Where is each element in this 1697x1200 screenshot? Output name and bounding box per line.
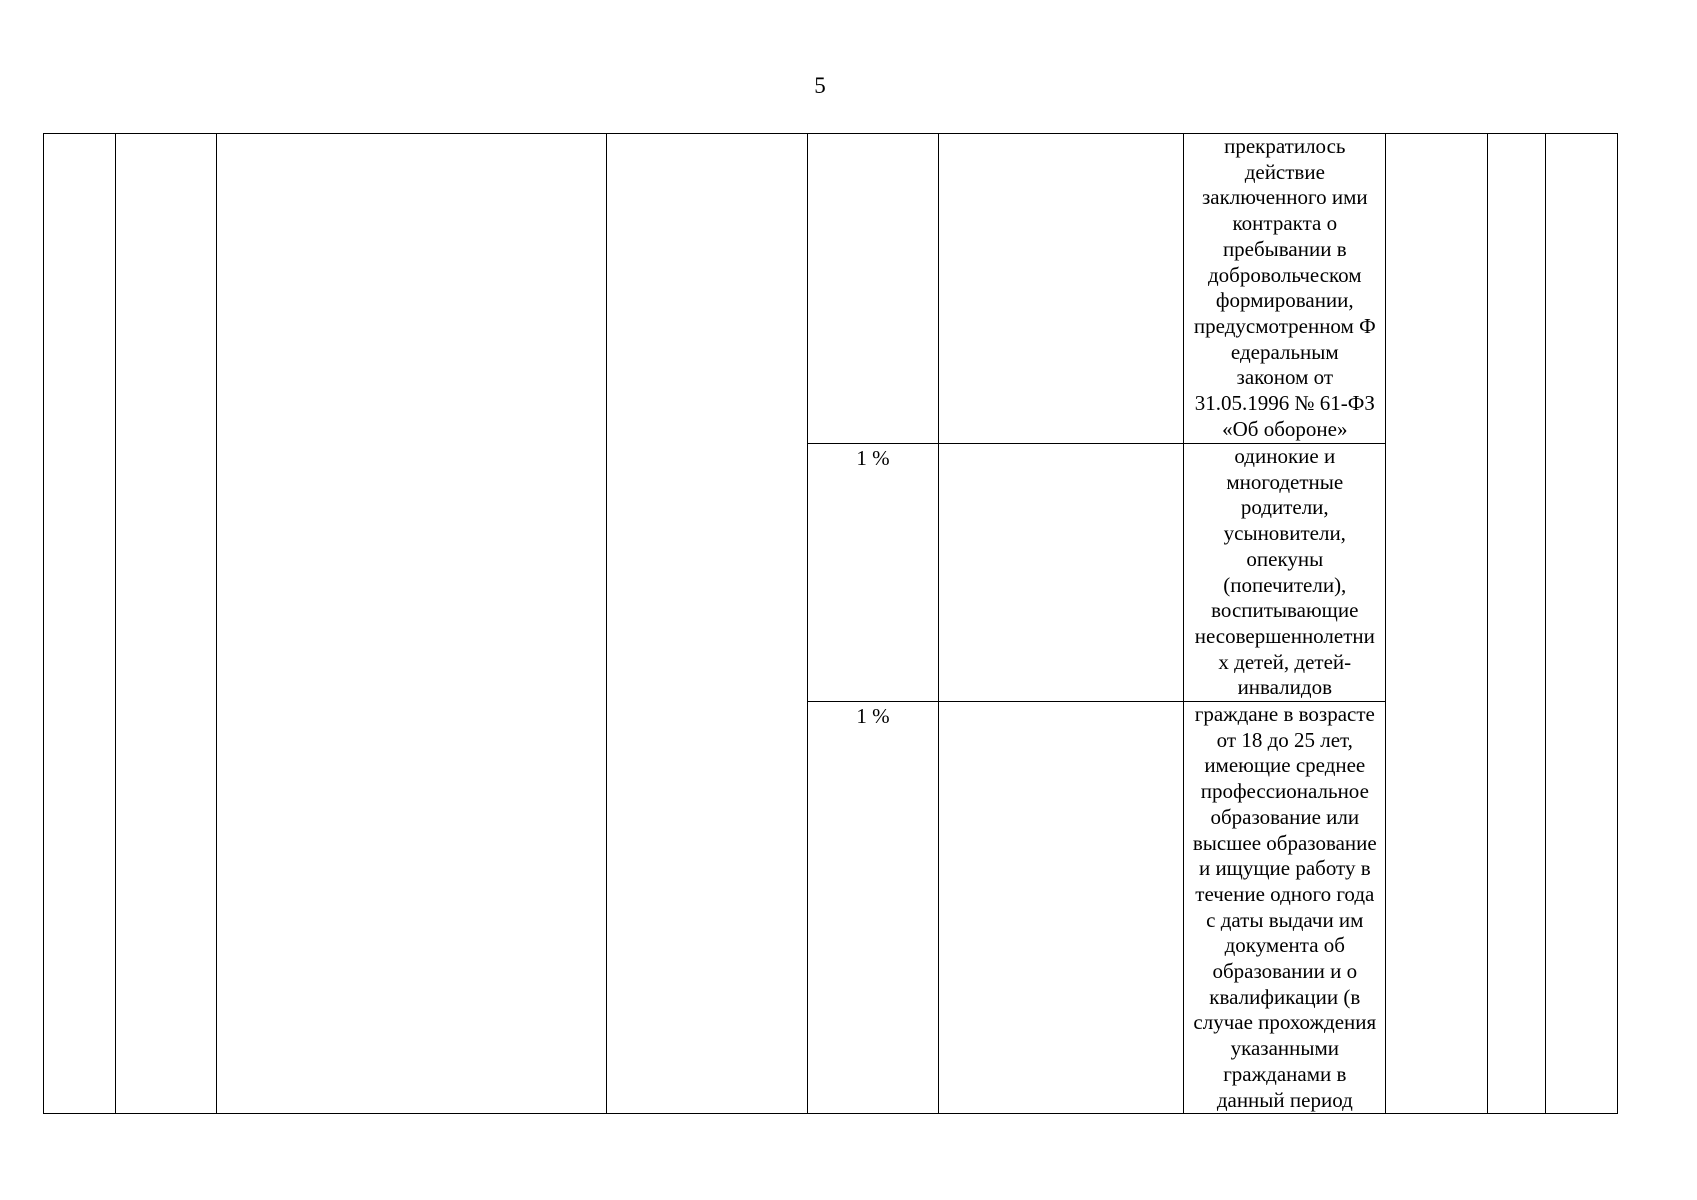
category-cell (1184, 444, 1386, 702)
category-text: прекратилось действие заключенного ими контракта о пребывании в добровольческом формировании, предусмотренном Ф едеральным законом от 31.05.1996 № 61-ФЗ «Об обороне» (1193, 134, 1376, 441)
page-number: 5 (814, 73, 826, 98)
percent-cell: 1 % (808, 702, 938, 1114)
table-cell-col8 (1386, 134, 1487, 1114)
table-cell-col3 (217, 134, 607, 1114)
category-text: граждане в возрасте от 18 до 25 лет, имеющие среднее профессиональное образование или высшее образование и ищущие работу в течение одного года с даты выдачи им документа об образовании и о квалификации (в случае прохождения указанными гражданами в данный период (1192, 702, 1377, 1112)
table-row (44, 134, 1618, 444)
table-cell-col1 (44, 134, 116, 1114)
table-cell-col10 (1545, 134, 1617, 1114)
category-cell (1184, 702, 1386, 1114)
table-cell-col2 (116, 134, 217, 1114)
table-cell-col6 (938, 134, 1183, 444)
table-cell-col6 (938, 444, 1183, 702)
table-cell-col4 (607, 134, 808, 1114)
table-cell-col9 (1487, 134, 1545, 1114)
percent-cell (808, 134, 938, 444)
document-table (43, 133, 1618, 1114)
category-text: одинокие и многодетные родители, усыновители, опекуны (попечители), воспитывающие несовершеннолетни х детей, детей- инвалидов (1194, 444, 1375, 700)
percent-cell: 1 % (808, 444, 938, 702)
table-cell-col6 (938, 702, 1183, 1114)
category-cell (1184, 134, 1386, 444)
